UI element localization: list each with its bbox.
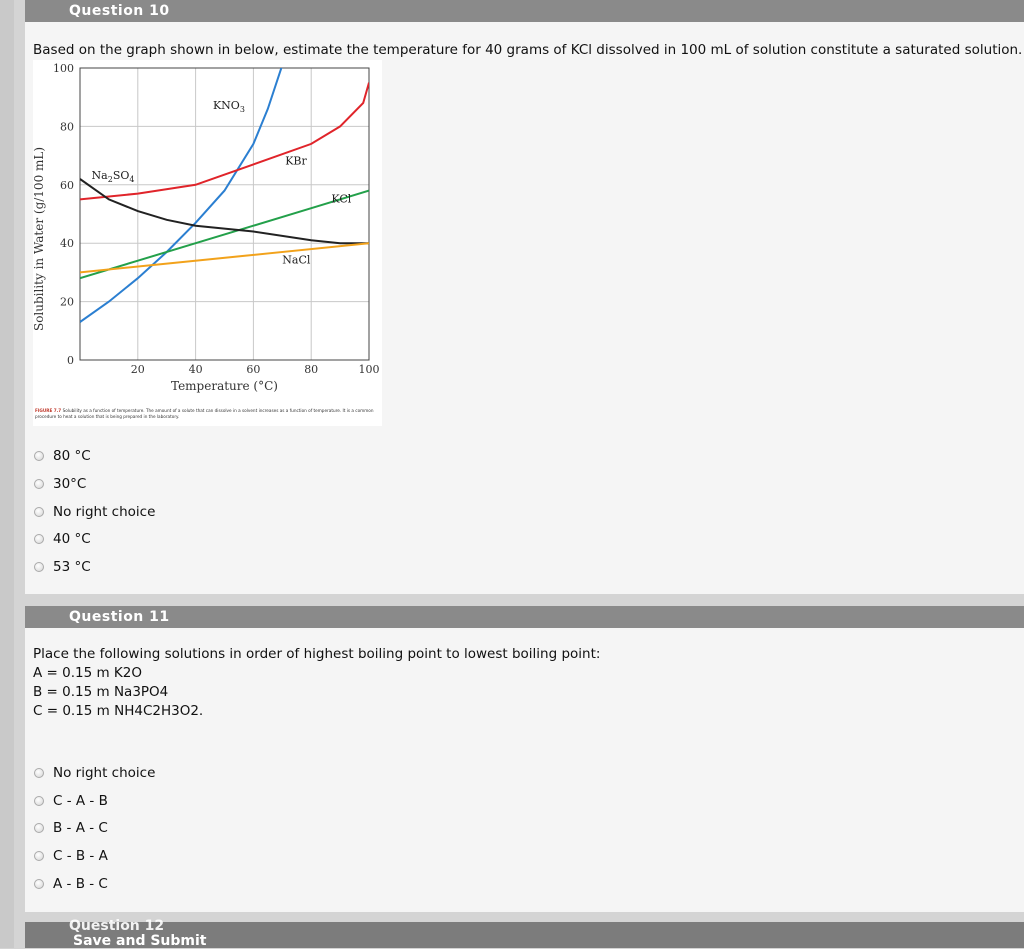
q11-option-1-label: C - A - B (53, 793, 108, 809)
question-12-title: Question 12 (69, 918, 165, 934)
x-tick-label: 80 (304, 363, 319, 376)
radio-icon[interactable] (34, 534, 44, 544)
save-and-submit-button[interactable]: Save and Submit (73, 933, 207, 949)
left-gutter (0, 0, 14, 948)
q11-option-4[interactable] (34, 875, 108, 893)
series-label: $Na_2SO_4$ (91, 168, 135, 184)
q10-option-1[interactable] (34, 475, 86, 493)
y-tick-label: 100 (53, 62, 74, 75)
x-tick-label: 40 (188, 363, 203, 376)
figure-caption-label: FIGURE 7.7 (35, 408, 62, 413)
y-tick-label: 60 (60, 178, 74, 192)
radio-icon[interactable] (34, 507, 44, 517)
q10-option-2-label: No right choice (53, 504, 156, 520)
x-tick-label: 100 (358, 363, 380, 376)
radio-icon[interactable] (34, 879, 44, 889)
radio-icon[interactable] (34, 796, 44, 806)
series-line-kno3 (80, 60, 294, 322)
q11-option-4-label: A - B - C (53, 876, 108, 892)
question-10-text: Based on the graph shown in below, estimate the temperature for 40 grams of KCl dissolved in 100 mL of solution constitute a saturated solution. (33, 42, 1023, 58)
q10-option-1-label: 30°C (53, 476, 87, 492)
question-10-title: Question 10 (69, 3, 170, 19)
y-tick-label: 0 (67, 354, 74, 367)
solubility-chart (33, 60, 382, 426)
x-tick-label: 60 (246, 363, 261, 376)
question-11-header (25, 606, 1024, 628)
x-axis-label: Temperature (°C) (171, 379, 278, 393)
q10-option-3[interactable] (34, 530, 91, 548)
radio-icon[interactable] (34, 768, 44, 778)
question-11-line-a: A = 0.15 m K2O (33, 665, 142, 681)
x-tick-label: 20 (130, 363, 145, 376)
solubility-figure (33, 60, 382, 426)
y-tick-label: 20 (60, 295, 74, 309)
radio-icon[interactable] (34, 451, 44, 461)
y-tick-label: 80 (60, 120, 74, 134)
series-line-nacl (80, 243, 369, 272)
y-tick-label: 40 (60, 237, 74, 251)
q11-option-3-label: C - B - A (53, 848, 108, 864)
question-11-line-b: B = 0.15 m Na3PO4 (33, 684, 169, 700)
q10-option-4-label: 53 °C (53, 559, 91, 575)
q10-option-0-label: 80 °C (53, 448, 91, 464)
q10-option-2[interactable] (34, 503, 155, 521)
q10-option-4[interactable] (34, 558, 91, 576)
radio-icon[interactable] (34, 851, 44, 861)
figure-caption-text: Solubility as a function of temperature. The amount of a solute that can dissolve in a solvent increases as a function of temperature. It is a common procedure to heat a solution that is being prepared in the laboratory. (35, 408, 374, 419)
bottom-bar (25, 918, 1024, 949)
q11-option-2-label: B - A - C (53, 820, 108, 836)
question-11-panel (25, 628, 1024, 912)
q11-option-3[interactable] (34, 847, 108, 865)
y-axis-label: Solubility in Water (g/100 mL) (33, 146, 46, 332)
q10-option-3-label: 40 °C (53, 531, 91, 547)
question-10-header (25, 0, 1024, 22)
radio-icon[interactable] (34, 823, 44, 833)
series-label: KBr (285, 154, 307, 168)
q11-option-1[interactable] (34, 792, 108, 810)
question-11-title: Question 11 (69, 609, 170, 625)
radio-icon[interactable] (34, 479, 44, 489)
series-label: KCl (331, 192, 352, 206)
series-label: NaCl (282, 253, 311, 267)
question-11-text: Place the following solutions in order of highest boiling point to lowest boiling point: (33, 646, 601, 662)
question-11-line-c: C = 0.15 m NH4C2H3O2. (33, 703, 204, 719)
q10-option-0[interactable] (34, 447, 91, 465)
q11-option-0[interactable] (34, 764, 155, 782)
radio-icon[interactable] (34, 562, 44, 572)
q11-option-2[interactable] (34, 819, 108, 837)
figure-caption (35, 408, 380, 420)
series-label: $KNO_3$ (212, 98, 245, 114)
q11-option-0-label: No right choice (53, 765, 156, 781)
series-line-kcl (80, 191, 369, 279)
